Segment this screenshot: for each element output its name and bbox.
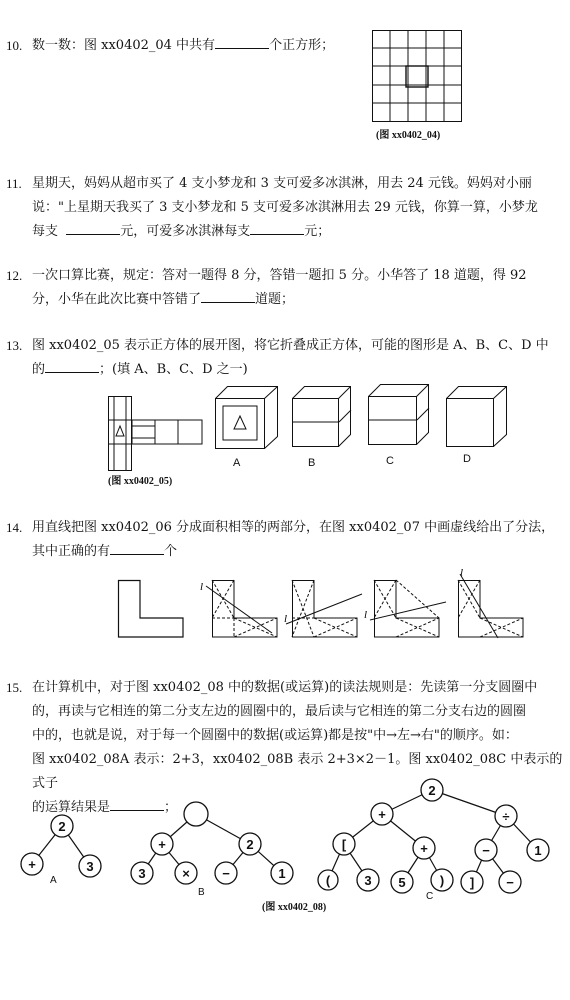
question-text: 的运算结果是 — [32, 800, 111, 815]
tree-node-value: 3 — [364, 873, 372, 888]
tree-b — [122, 798, 302, 888]
tree-node-value: 2 — [58, 819, 66, 834]
line-l-label: l — [460, 567, 464, 579]
question-text: 图 xx0402_08A 表示：2+3，xx0402_08B 表示 2+3×2－1。图 xx0402_08C 中表示的式子 — [32, 752, 563, 791]
question-text: 一次口算比赛，规定：答对一题得 8 分，答错一题扣 5 分。小华答了 18 道题，得 92 — [32, 268, 527, 283]
question-text: 图 xx0402_05 表示正方体的展开图，将它折叠成正方体，可能的图形是 A、B、C、D 中 — [32, 338, 549, 353]
question-text: 中的，也就是说，对于每一个圆圈中的数据(或运算)都是按"中→左→右"的顺序。如： — [32, 728, 518, 743]
tree-label-b: B — [198, 887, 205, 898]
answer-blank[interactable] — [250, 220, 304, 235]
tree-label-a: A — [50, 875, 57, 886]
l-shape-cut-1 — [200, 580, 278, 638]
grid-figure-xx0402-04 — [372, 30, 462, 122]
tree-label-c: C — [426, 891, 434, 902]
question-text: 道题； — [255, 292, 295, 307]
question-text: ；(填 A、B、C、D 之一) — [99, 362, 248, 377]
cube-net-figure — [108, 396, 203, 471]
tree-node-value: ( — [325, 873, 331, 888]
answer-blank[interactable] — [45, 358, 99, 373]
question-text: 的 — [32, 362, 46, 377]
cube-option-c — [368, 384, 430, 446]
question-text: 个 — [164, 544, 178, 559]
option-label-b: B — [308, 457, 316, 469]
tree-node-value: × — [182, 866, 190, 881]
cube-option-d — [446, 386, 508, 448]
tree-node-value: 5 — [398, 875, 406, 890]
question-10 — [6, 34, 566, 58]
l-shape-cut-3 — [364, 580, 446, 638]
tree-node-value: 1 — [534, 843, 542, 858]
tree-node-value: 2 — [428, 783, 436, 798]
figure-caption: (图 xx0402_08) — [262, 902, 327, 913]
answer-blank[interactable] — [66, 220, 120, 235]
question-text: 的，再读与它相连的第二分支左边的圆圈中的，最后读与它相连的第二分支右边的圆圈 — [32, 704, 527, 719]
tree-node-value: [ — [341, 837, 347, 852]
question-13 — [6, 334, 566, 382]
l-shape-cut-4 — [458, 567, 530, 638]
tree-node-value: − — [506, 875, 514, 890]
question-text: 用直线把图 xx0402_06 分成面积相等的两部分，在图 xx0402_07 中画虚线给出了分法， — [32, 520, 555, 535]
question-text: 数一数：图 xx0402_04 中共有 — [32, 38, 216, 53]
tree-node-value: ) — [439, 873, 445, 888]
question-text: 元； — [304, 224, 331, 239]
question-text: ； — [164, 800, 178, 815]
tree-c — [316, 776, 556, 896]
line-l-label: l — [284, 613, 288, 625]
tree-node-value: + — [158, 837, 166, 852]
tree-node-value: + — [378, 807, 386, 822]
question-text: 星期天，妈妈从超市买了 4 支小梦龙和 3 支可爱多冰淇淋，用去 24 元钱。妈妈对小丽 — [32, 176, 532, 191]
option-label-d: D — [463, 453, 471, 465]
question-12 — [6, 264, 566, 312]
cube-option-b — [292, 386, 352, 448]
answer-blank[interactable] — [110, 540, 164, 555]
tree-node-value: 3 — [86, 859, 94, 874]
question-14 — [6, 516, 566, 564]
cube-option-a — [215, 386, 279, 450]
tree-node-value: 1 — [278, 866, 286, 881]
tree-a — [14, 812, 114, 892]
question-11 — [6, 172, 566, 244]
question-text: 其中正确的有 — [32, 544, 111, 559]
question-text: 分，小华在此次比赛中答错了 — [32, 292, 202, 307]
tree-node-value: ÷ — [502, 809, 510, 824]
tree-node-value: − — [222, 866, 230, 881]
tree-node-value: 2 — [246, 837, 254, 852]
answer-blank[interactable] — [201, 288, 255, 303]
option-label-a: A — [233, 457, 241, 469]
question-text: 说："上星期天我买了 3 支小梦龙和 5 支可爱多冰淇淋用去 29 元钱，你算一算，小梦龙 — [32, 200, 538, 215]
tree-node-value: + — [28, 857, 36, 872]
line-l-label: l — [364, 609, 368, 621]
option-label-c: C — [386, 455, 394, 467]
question-text: 个正方形； — [269, 38, 335, 53]
tree-node-value: − — [482, 843, 490, 858]
question-text: 每支 — [32, 224, 59, 239]
question-number: 11. — [6, 176, 22, 191]
answer-blank[interactable] — [215, 34, 269, 49]
question-number: 10. — [6, 38, 23, 53]
tree-node-value: ] — [469, 875, 475, 890]
line-l-label: l — [200, 581, 204, 593]
figure-caption: (图 xx0402_05) — [108, 476, 173, 487]
tree-node-value: + — [420, 841, 428, 856]
question-number: 12. — [6, 268, 23, 283]
question-number: 13. — [6, 338, 23, 353]
l-shape-cut-2 — [284, 580, 364, 638]
question-number: 14. — [6, 520, 23, 535]
figure-caption: (图 xx0402_04) — [376, 130, 441, 141]
question-number: 15. — [6, 680, 23, 695]
tree-node-value: 3 — [138, 866, 146, 881]
question-text: 在计算机中，对于图 xx0402_08 中的数据(或运算)的读法规则是：先读第一分支圆圈中 — [32, 680, 538, 695]
l-shape-figure-xx0402-06 — [118, 580, 184, 638]
question-text: 元，可爱多冰淇淋每支 — [120, 224, 251, 239]
